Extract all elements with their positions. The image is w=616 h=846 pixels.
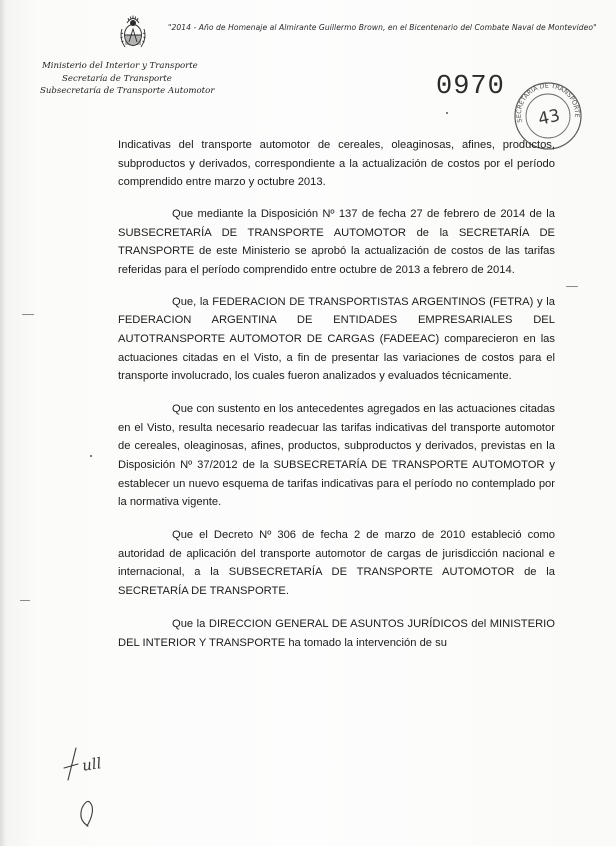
margin-note: ull [80, 754, 103, 775]
margin-mark [22, 314, 34, 315]
paragraph-6: Que la DIRECCION GENERAL DE ASUNTOS JURÍDICOS del MINISTERIO DEL INTERIOR Y TRANSPORTE ha tomado la intervención de su [118, 618, 555, 649]
secretariat-line: Secretaría de Transporte [62, 73, 172, 84]
paragraph-3: Que, la FEDERACION DE TRANSPORTISTAS ARGENTINOS (FETRA) y la FEDERACION ARGENTINA DE ENTIDADES EMPRESARIALES DEL AUTOTRANSPORTE AUTOMOTOR DE CARGAS (FADEEAC) comparecieron en las actuaciones citadas en el Visto, a fin de presentar las variaciones de costos para el transporte involucrado, los cuales fueron analizados y evaluados técnicamente. [118, 295, 555, 383]
undersecretariat-line: Subsecretaría de Transporte Automotor [40, 86, 215, 97]
paragraph-1: Indicativas del transporte automotor de cereales, oleaginosas, afines, productos, subproductos y derivados, correspondiente a la actualización de costos por el período comprendido entre marzo y octubre 2013. [118, 139, 555, 189]
paragraph-2: Que mediante la Disposición Nº 137 de fecha 27 de febrero de 2014 de la SUBSECRETARÍA DE TRANSPORTE AUTOMOTOR de la SECRETARÍA DE TRANSPORTE de este Ministerio se aprobó la actualización de costos de las tarifas referidas para el período comprendido entre octubre de 2013 a febrero de 2014. [118, 208, 555, 276]
year-motto: "2014 - Año de Homenaje al Almirante Guillermo Brown, en el Bicentenario del Combate Naval de Montevideo" [168, 23, 597, 32]
paragraph-5: Que el Decreto Nº 306 de fecha 2 de marzo de 2010 estableció como autoridad de aplicación del transporte automotor de cargas de jurisdicción nacional e internacional, a la SUBSECRETARÍA DE TRANSPORTE AUTOMOTOR de la SECRETARÍA DE TRANSPORTE. [118, 529, 555, 598]
margin-mark [566, 286, 578, 287]
ministry-line: Ministerio del Interior y Transporte [42, 61, 198, 71]
scan-edge-shadow [0, 0, 6, 846]
resolution-body [118, 136, 555, 652]
margin-mark [20, 600, 30, 601]
coat-of-arms-icon [118, 12, 148, 52]
handwritten-initials-icon [54, 740, 134, 830]
ministry-letterhead [40, 60, 214, 98]
stamp-text: SECRETARIA DE TRANSPORTE [514, 81, 582, 124]
stamp-page-number: 43 [536, 105, 562, 130]
paragraph-4: Que con sustento en los antecedentes agregados en las actuaciones citadas en el Visto, resulta necesario readecuar las tarifas indicativas del transporte automotor de cereales, oleaginosas, afines, productos, subproductos y derivados, previstas en la Disposición Nº 37/2012 de la SUBSECRETARÍA DE TRANSPORTE AUTOMOTOR y establecer un nuevo esquema de tarifas indicativas para el período no contemplado por la normativa vigente. [118, 403, 555, 509]
folio-number: 0970 [436, 72, 505, 102]
scan-speck [90, 455, 92, 457]
scan-speck [446, 112, 448, 114]
